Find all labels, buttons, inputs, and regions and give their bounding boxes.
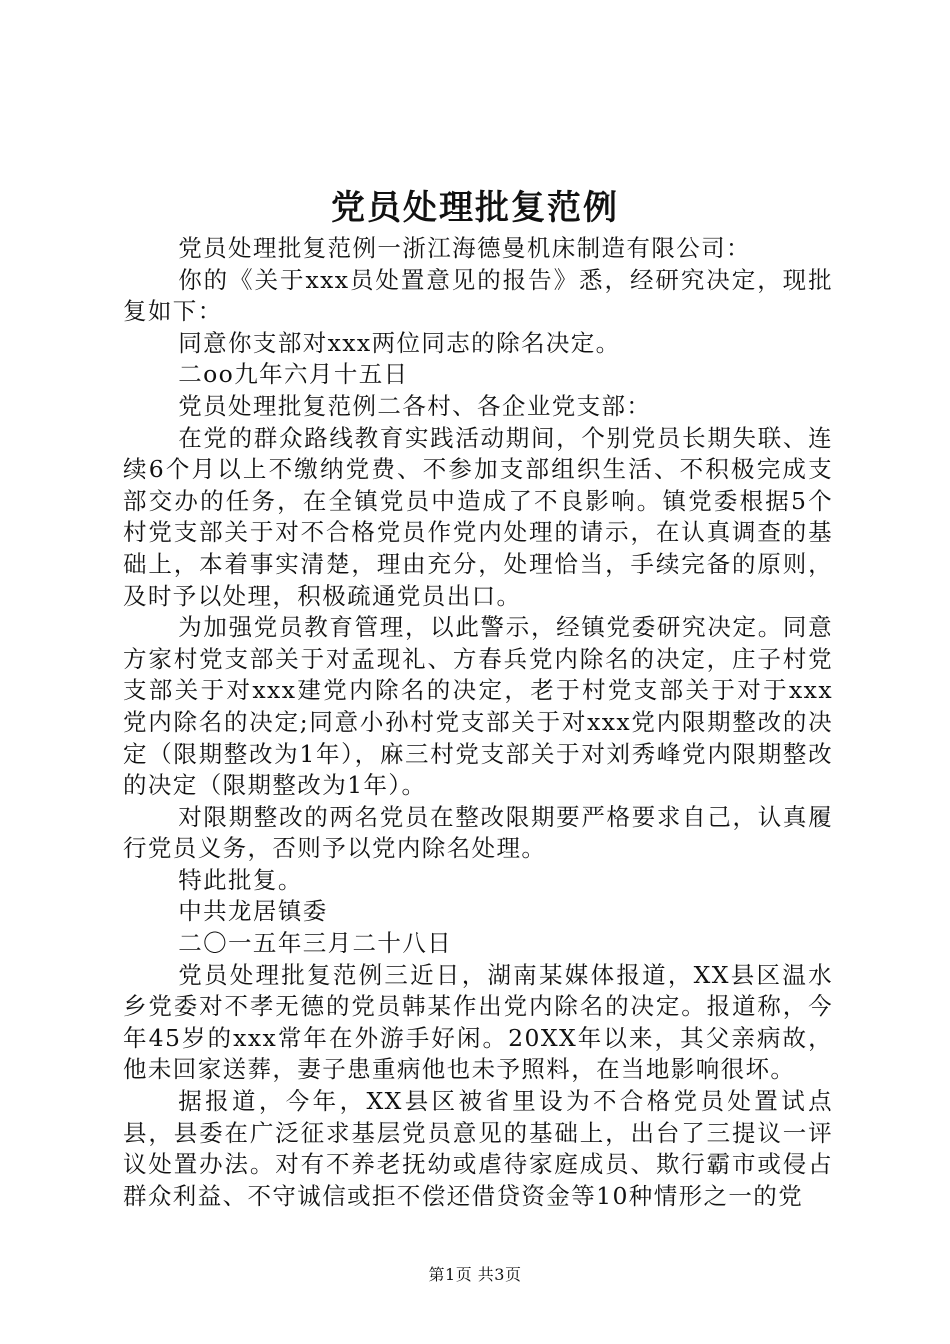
paragraph: 你的《关于xxx员处置意见的报告》悉，经研究决定，现批复如下： [123,265,833,326]
paragraph: 党员处理批复范例一浙江海德曼机床制造有限公司： [178,234,751,262]
paragraph: 二oo九年六月十五日 [178,360,409,389]
paragraph: 特此批复。 [178,865,303,894]
paragraph: 同意你支部对xxx两位同志的除名决定。 [178,328,621,357]
paragraph: 在党的群众路线教育实践活动期间，个别党员长期失联、连续6个月以上不缴纳党费、不参加支部组织生活、不积极完成支部交办的任务，在全镇党员中造成了不良影响。镇党委根据5个村党支部关于对不合格党员作党内处理的请示，在认真调查的基础上，本着事实清楚，理由充分，处理恰当，手续完备的原则，及时予以处理，积极疏通党员出口。 [123,423,833,610]
paragraph: 党员处理批复范例三近日，湖南某媒体报道，XX县区温水乡党委对不孝无德的党员韩某作出党内除名的决定。报道称，今年45岁的xxx常年在外游手好闲。20XX年以来，其父亲病故，他未回家送葬，妻子患重病他也未予照料，在当地影响很坏。 [123,960,833,1084]
paragraph: 党员处理批复范例二各村、各企业党支部： [178,391,652,420]
paragraph: 对限期整改的两名党员在整改限期要严格要求自己，认真履行党员义务，否则予以党内除名处理。 [123,802,833,863]
page-footer: 第1页 共3页 [428,1265,522,1284]
document-body [123,233,833,1212]
paragraph: 二〇一五年三月二十八日 [178,929,453,958]
paragraph: 为加强党员教育管理，以此警示，经镇党委研究决定。同意方家村党支部关于对孟现礼、方春兵党内除名的决定，庄子村党支部关于对xxx建党内除名的决定，老于村党支部关于对于xxx党内除名的决定;同意小孙村党支部关于对xxx党内限期整改的决定（限期整改为1年），麻三村党支部关于对刘秀峰党内限期整改的决定（限期整改为1年）。 [123,613,833,800]
document-title: 党员处理批复范例 [331,188,619,228]
paragraph: 中共龙居镇委 [178,897,328,926]
paragraph: 据报道，今年，XX县区被省里设为不合格党员处置试点县，县委在广泛征求基层党员意见的基础上，出台了三提议一评议处置办法。对有不养老抚幼或虐待家庭成员、欺行霸市或侵占群众利益、不守诚信或拒不偿还借贷资金等10种情形之一的党 [123,1087,833,1210]
